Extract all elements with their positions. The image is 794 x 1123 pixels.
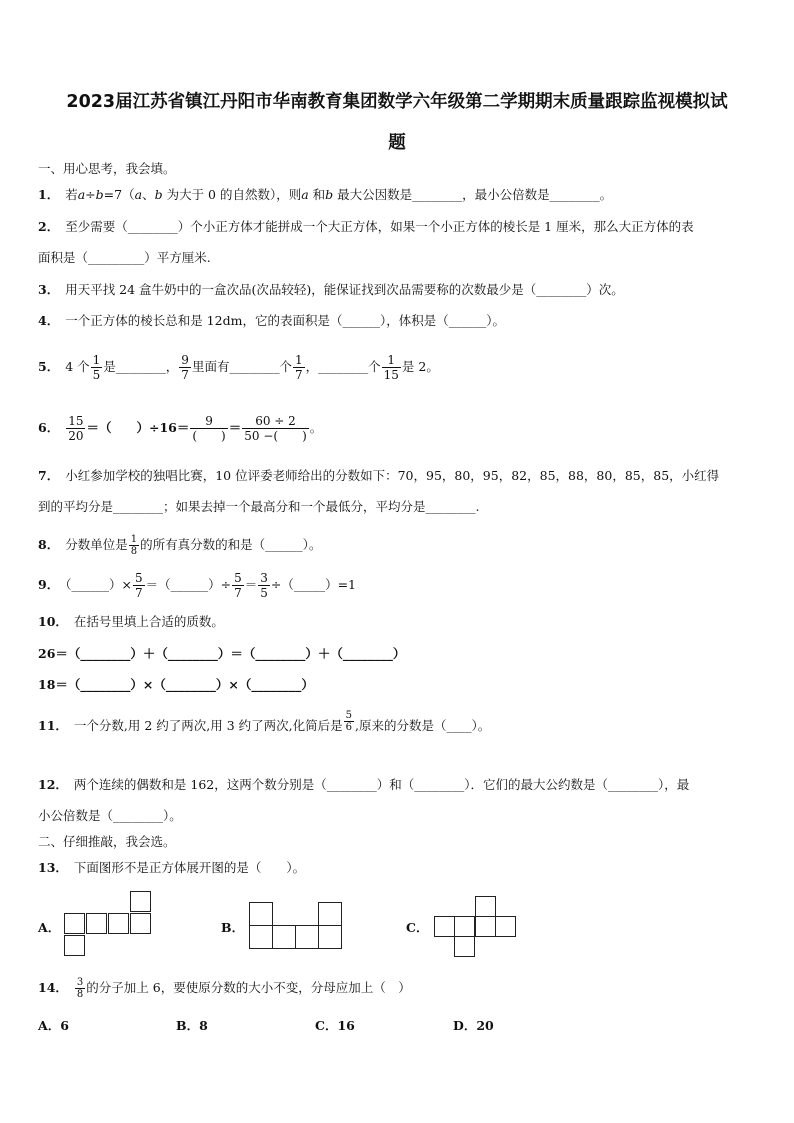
option-c-label[interactable]: C． — [406, 920, 429, 935]
question-9 — [38, 568, 356, 602]
question-number: 9． — [38, 577, 60, 592]
text: （ — [122, 187, 135, 202]
var-b: b — [154, 187, 163, 202]
text: 里面有________个 — [191, 359, 292, 374]
var-a: a — [134, 187, 143, 202]
text: 最大公因数是________，最小公倍数是________。 — [333, 187, 613, 202]
question-number: 14． — [38, 980, 68, 995]
question-number: 3． — [38, 282, 60, 297]
var-b: b — [95, 187, 104, 202]
question-2 — [38, 218, 694, 236]
question-text: 两个连续的偶数和是 162，这两个数分别是（________）和（________）．它们的最大公约数是（________），最 — [73, 777, 690, 792]
question-number: 12． — [38, 777, 68, 792]
question-text: 至少需要（________）个小正方体才能拼成一个大正方体，如果一个小正方体的棱长是 1 厘米，那么大正方体的表 — [65, 219, 694, 234]
text: 为大于 0 的自然数），则 — [162, 187, 302, 202]
text: ＝ — [244, 577, 258, 592]
question-7-continued: 到的平均分是________；如果去掉一个最高分和一个最低分，平均分是________. — [38, 499, 480, 514]
option-a[interactable]: A．6 — [38, 1018, 69, 1033]
fraction: $\frac{5}{7}$ — [234, 571, 242, 600]
fraction: $\frac{9}{7}$ — [181, 353, 189, 382]
fraction: $\frac{1}{15}$ — [383, 353, 399, 382]
var-b: b — [325, 187, 334, 202]
question-4 — [38, 312, 505, 330]
text: 、 — [142, 187, 155, 202]
question-3 — [38, 281, 624, 299]
question-number: 11． — [38, 718, 68, 733]
option-c[interactable]: C．16 — [315, 1018, 355, 1033]
question-2-continued: 面积是（_________）平方厘米. — [38, 250, 211, 265]
question-8 — [38, 530, 321, 560]
question-text: 小红参加学校的独唱比赛，10 位评委老师给出的分数如下：70，95，80，95，82，85，88，80，85，85，小红得 — [65, 468, 720, 483]
question-10-row-1: 26＝（________）＋（________）＝（________）＋（________） — [38, 646, 406, 661]
question-text: 下面图形不是正方体展开图的是（ ）。 — [73, 860, 306, 875]
question-7 — [38, 467, 719, 485]
question-11 — [38, 708, 490, 744]
fraction: $\frac{3}{8}$ — [76, 977, 84, 1000]
text: （______）× — [65, 577, 132, 592]
text: ＝ — [228, 420, 242, 435]
text: 和 — [308, 187, 326, 202]
question-number: 8． — [38, 537, 60, 552]
text: 若 — [65, 187, 78, 202]
section-2-heading: 二、仔细推敲，我会选。 — [38, 834, 176, 849]
fraction: $\frac{9}{( )}$ — [192, 414, 226, 443]
question-text: 一个正方体的棱长总和是 12dm，它的表面积是（______），体积是（______）。 — [65, 313, 505, 328]
question-number: 6． — [38, 420, 60, 435]
question-12-continued: 小公倍数是（________）。 — [38, 808, 182, 823]
fraction: $\frac{60 \div 2}{50 -( )}$ — [244, 414, 307, 443]
fraction: $\frac{5}{6}$ — [345, 710, 353, 733]
question-text: 用天平找 24 盒牛奶中的一盒次品(次品较轻)，能保证找到次品需要称的次数最少是（________）次。 — [65, 282, 624, 297]
fraction: $\frac{15}{20}$ — [68, 414, 84, 443]
fraction: $\frac{3}{5}$ — [260, 571, 268, 600]
text: ＝（______）÷ — [145, 577, 232, 592]
question-13 — [38, 859, 305, 877]
cube-net-c[interactable] — [434, 896, 520, 958]
question-10 — [38, 613, 224, 631]
question-14 — [38, 972, 411, 1004]
var-a: a — [301, 187, 309, 202]
question-number: 1． — [38, 187, 60, 202]
option-a-label[interactable]: A． — [38, 920, 61, 935]
question-number: 13． — [38, 860, 68, 875]
option-b-label[interactable]: B． — [221, 920, 245, 935]
question-1 — [38, 186, 612, 204]
text: 一个分数,用 2 约了两次,用 3 约了两次,化简后是 — [73, 718, 343, 733]
question-number: 10． — [38, 614, 68, 629]
section-1-heading: 一、用心思考，我会填。 — [38, 161, 176, 176]
text: ,原来的分数是（____）。 — [355, 718, 491, 733]
fraction: $\frac{1}{7}$ — [294, 353, 303, 382]
text: 。 — [309, 420, 323, 435]
operator: ÷ — [85, 187, 96, 202]
text: 的所有真分数的和是（______）。 — [140, 537, 322, 552]
option-b[interactable]: B．8 — [176, 1018, 208, 1033]
question-10-row-2: 18＝（________）×（________）×（________） — [38, 677, 314, 692]
page-title-continued: 题 — [388, 133, 406, 153]
text: 是________， — [103, 359, 179, 374]
option-d[interactable]: D．20 — [453, 1018, 494, 1033]
text: 4 个 — [65, 359, 90, 374]
cube-net-b[interactable] — [249, 902, 349, 950]
question-text: 在括号里填上合适的质数。 — [73, 614, 224, 629]
question-text: 的分子加上 6，要使原分数的大小不变，分母应加上（ ） — [86, 980, 411, 995]
text: ÷（_____）=1 — [270, 577, 357, 592]
fraction: $\frac{1}{8}$ — [130, 534, 138, 557]
question-number: 4． — [38, 313, 60, 328]
text: ，________个 — [305, 359, 381, 374]
question-12 — [38, 776, 689, 794]
question-number: 2． — [38, 219, 60, 234]
question-number: 7． — [38, 468, 60, 483]
text: ＝（ ）÷16＝ — [86, 420, 190, 435]
text: =7 — [103, 187, 123, 202]
text: 分数单位是 — [65, 537, 128, 552]
question-6 — [38, 408, 322, 448]
page-title: 2023届江苏省镇江丹阳市华南教育集团数学六年级第二学期期末质量跟踪监视模拟试 — [66, 92, 728, 112]
question-number: 5． — [38, 359, 60, 374]
cube-net-a[interactable] — [64, 891, 154, 957]
fraction: $\frac{1}{5}$ — [92, 353, 101, 382]
fraction: $\frac{5}{7}$ — [134, 571, 143, 600]
question-5 — [38, 348, 439, 386]
text: 是 2。 — [401, 359, 439, 374]
var-a: a — [77, 187, 86, 202]
